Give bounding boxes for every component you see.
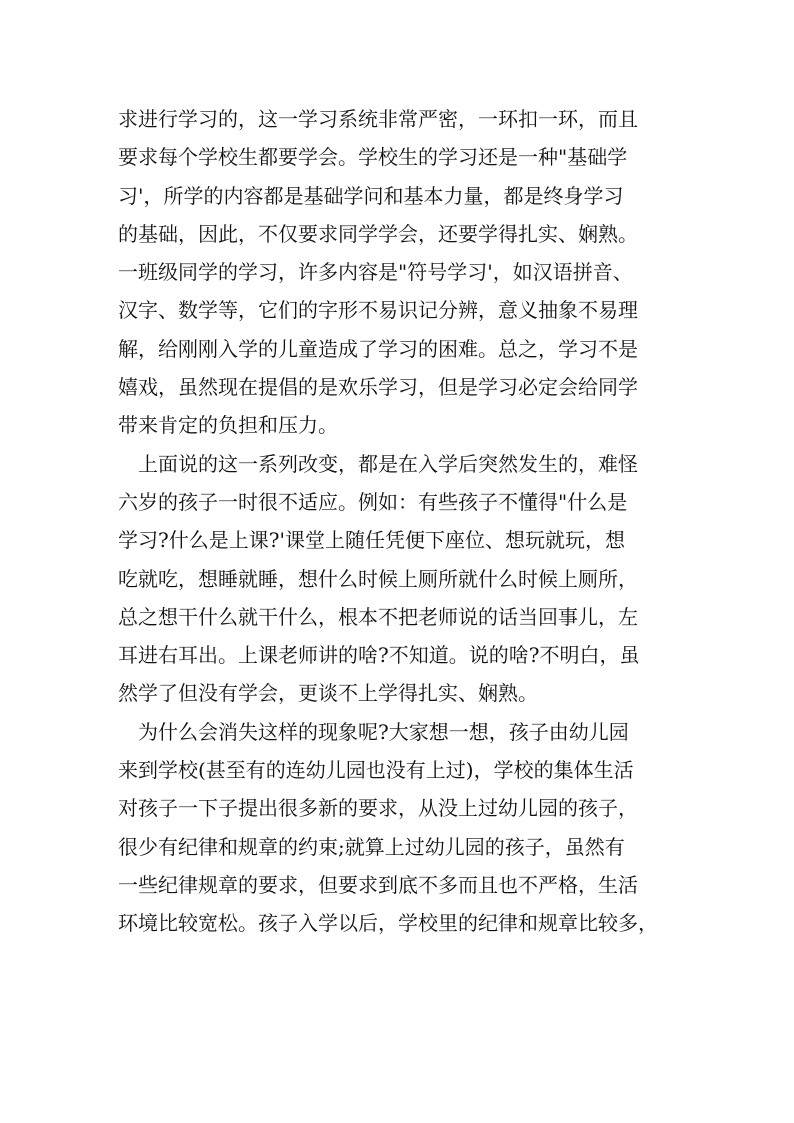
text-line: 要求每个学校生都要学会。学校生的学习还是一种"基础学 [118, 145, 628, 170]
text-line: 嬉戏，虽然现在提倡的是欢乐学习，但是学习必定会给同学 [118, 375, 638, 400]
text-line: 一班级同学的学习，许多内容是"符号学习'，如汉语拼音、 [118, 260, 633, 285]
text-line: 然学了但没有学会，更谈不上学得扎实、娴熟。 [118, 681, 538, 706]
text-line: 学习?什么是上课?'课堂上随任凭便下座位、想玩就玩，想 [118, 528, 625, 553]
text-line: 对孩子一下子提出很多新的要求，从没上过幼儿园的孩子， [118, 796, 638, 821]
paragraph-first-line: 为什么会消失这样的现象呢?大家想一想，孩子由幼儿园 [138, 719, 629, 744]
text-line: 的基础，因此，不仅要求同学学会，还要学得扎实、娴熟。 [118, 221, 638, 246]
text-line: 吃就吃，想睡就睡，想什么时候上厕所就什么时候上厕所， [118, 566, 638, 591]
text-line: 汉字、数学等，它们的字形不易识记分辨，意义抽象不易理 [118, 298, 638, 323]
text-line: 耳进右耳出。上课老师讲的啥?不知道。说的啥?不明白，虽 [118, 643, 640, 668]
text-line: 总之想干什么就干什么，根本不把老师说的话当回事儿，左 [118, 604, 638, 629]
text-line: 来到学校(甚至有的连幼儿园也没有上过)，学校的集体生活 [118, 758, 634, 783]
text-line: 环境比较宽松。孩子入学以后，学校里的纪律和规章比较多， [118, 911, 658, 936]
body-text [118, 100, 688, 943]
text-line: 一些纪律规章的要求，但要求到底不多而且也不严格，生活 [118, 872, 638, 897]
paragraph-first-line: 上面说的这一系列改变，都是在入学后突然发生的，难怪 [138, 451, 638, 476]
text-line: 很少有纪律和规章的约束;就算上过幼儿园的孩子，虽然有 [118, 834, 625, 859]
text-line: 习'，所学的内容都是基础学问和基本力量，都是终身学习 [118, 183, 624, 208]
text-line: 六岁的孩子一时很不适应。例如：有些孩子不懂得"什么是 [118, 489, 628, 514]
text-line: 求进行学习的，这一学习系统非常严密，一环扣一环，而且 [118, 107, 638, 131]
text-line: 解，给刚刚入学的儿童造成了学习的困难。总之，学习不是 [118, 336, 638, 361]
text-line: 带来肯定的负担和压力。 [118, 413, 338, 438]
